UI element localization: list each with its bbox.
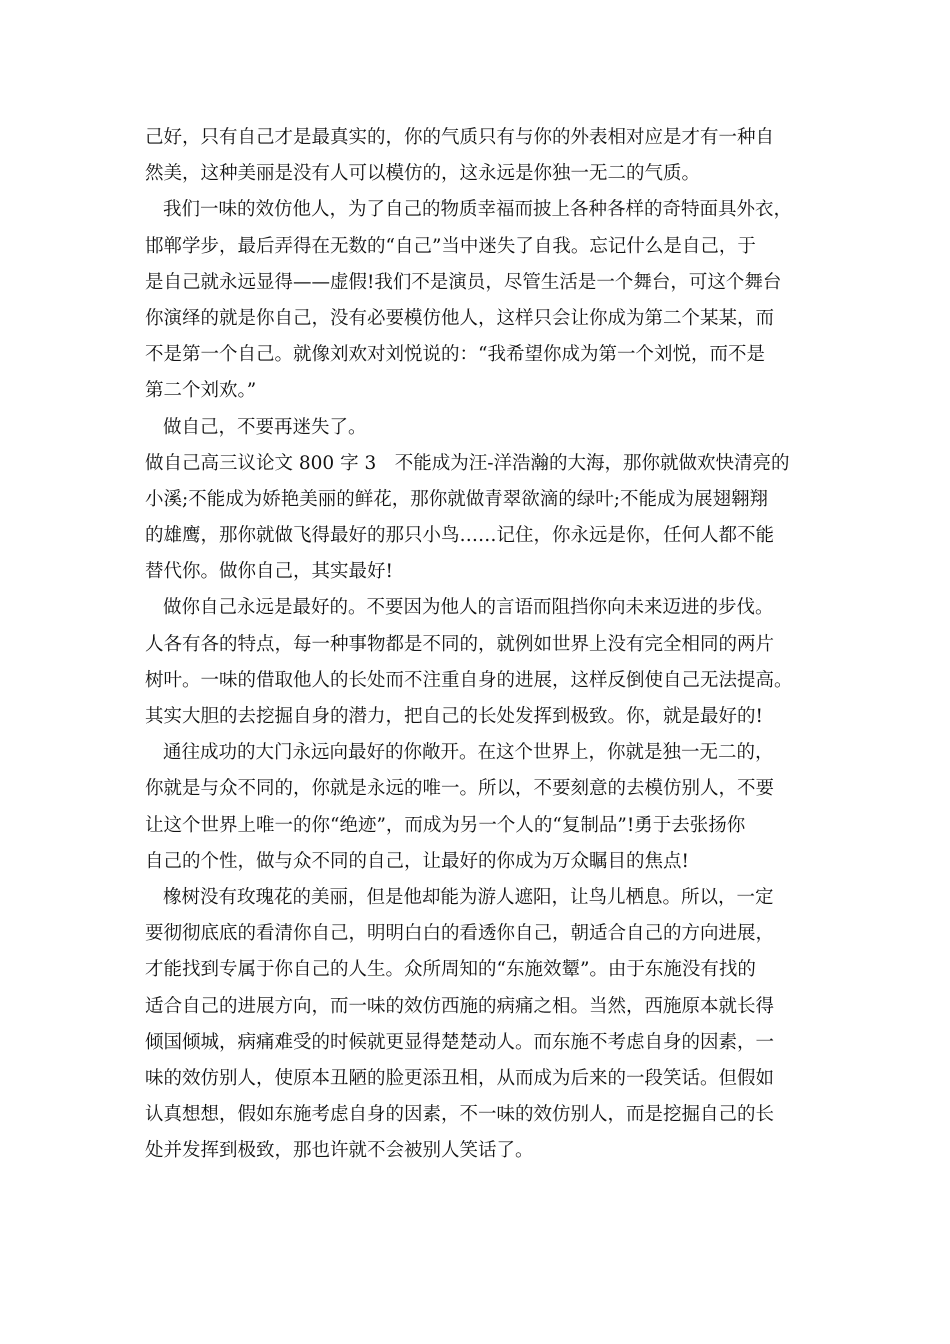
text-line: 做自己高三议论文 800 字 3 不能成为汪-洋浩瀚的大海，那你就做欢快清亮的 [145, 452, 790, 474]
text-line: 替代你。做你自己，其实最好! [145, 561, 393, 583]
text-line: 不是第一个自己。就像刘欢对刘悦说的：“我希望你成为第一个刘悦，而不是 [145, 344, 765, 366]
text-line: 倾国倾城，病痛难受的时候就更显得楚楚动人。而东施不考虑自身的因素，一 [145, 1031, 775, 1053]
text-line: 你就是与众不同的，你就是永远的唯一。所以，不要刻意的去模仿别人，不要 [145, 778, 775, 800]
text-line: 才能找到专属于你自己的人生。众所周知的“东施效颦”。由于东施没有找的 [145, 959, 756, 981]
text-line: 做自己，不要再迷失了。 [163, 416, 367, 438]
text-line: 树叶。一味的借取他人的长处而不注重自身的进展，这样反倒使自己无法提高。 [145, 669, 793, 691]
text-line: 味的效仿别人，使原本丑陋的脸更添丑相，从而成为后来的一段笑话。但假如 [145, 1067, 775, 1089]
text-line: 认真想想，假如东施考虑自身的因素，不一味的效仿别人，而是挖掘自己的长 [145, 1104, 775, 1126]
text-line: 己好，只有自己才是最真实的，你的气质只有与你的外表相对应是才有一种自 [145, 127, 775, 148]
text-line: 做你自己永远是最好的。不要因为他人的言语而阻挡你向未来迈进的步伐。 [163, 597, 774, 619]
text-line: 适合自己的进展方向，而一味的效仿西施的病痛之相。当然，西施原本就长得 [145, 995, 775, 1017]
text-line: 要彻彻底底的看清你自己，明明白白的看透你自己，朝适合自己的方向进展， [145, 923, 775, 945]
text-line: 的雄鹰，那你就做飞得最好的那只小鸟……记住，你永远是你，任何人都不能 [145, 525, 775, 547]
text-line: 是自己就永远显得——虚假!我们不是演员，尽管生活是一个舞台，可这个舞台 [145, 271, 782, 293]
text-line: 然美，这种美丽是没有人可以模仿的，这永远是你独一无二的气质。 [145, 163, 701, 185]
text-line: 人各有各的特点，每一种事物都是不同的，就例如世界上没有完全相同的两片 [145, 633, 775, 655]
text-line: 你演绎的就是你自己，没有必要模仿他人，这样只会让你成为第二个某某，而 [145, 307, 775, 329]
text-line: 橡树没有玫瑰花的美丽，但是他却能为游人遮阳，让鸟儿栖息。所以，一定 [163, 886, 774, 908]
text-line: 处并发挥到极致，那也许就不会被别人笑话了。 [145, 1140, 534, 1162]
document-body [145, 120, 810, 1169]
text-line: 我们一味的效仿他人，为了自己的物质幸福而披上各种各样的奇特面具外衣， [163, 199, 793, 221]
text-line: 自己的个性，做与众不同的自己，让最好的你成为万众瞩目的焦点! [145, 850, 689, 872]
text-line: 通往成功的大门永远向最好的你敞开。在这个世界上，你就是独一无二的， [163, 742, 774, 764]
text-line: 第二个刘欢。” [145, 380, 257, 402]
text-line: 邯郸学步，最后弄得在无数的“自己”当中迷失了自我。忘记什么是自己，于 [145, 235, 756, 257]
text-line: 小溪;不能成为娇艳美丽的鲜花，那你就做青翠欲滴的绿叶;不能成为展翅翱翔 [145, 488, 768, 510]
text-line: 其实大胆的去挖掘自身的潜力，把自己的长处发挥到极致。你，就是最好的! [145, 706, 763, 727]
text-line: 让这个世界上唯一的你“绝迹”，而成为另一个人的“复制品”!勇于去张扬你 [145, 814, 746, 836]
